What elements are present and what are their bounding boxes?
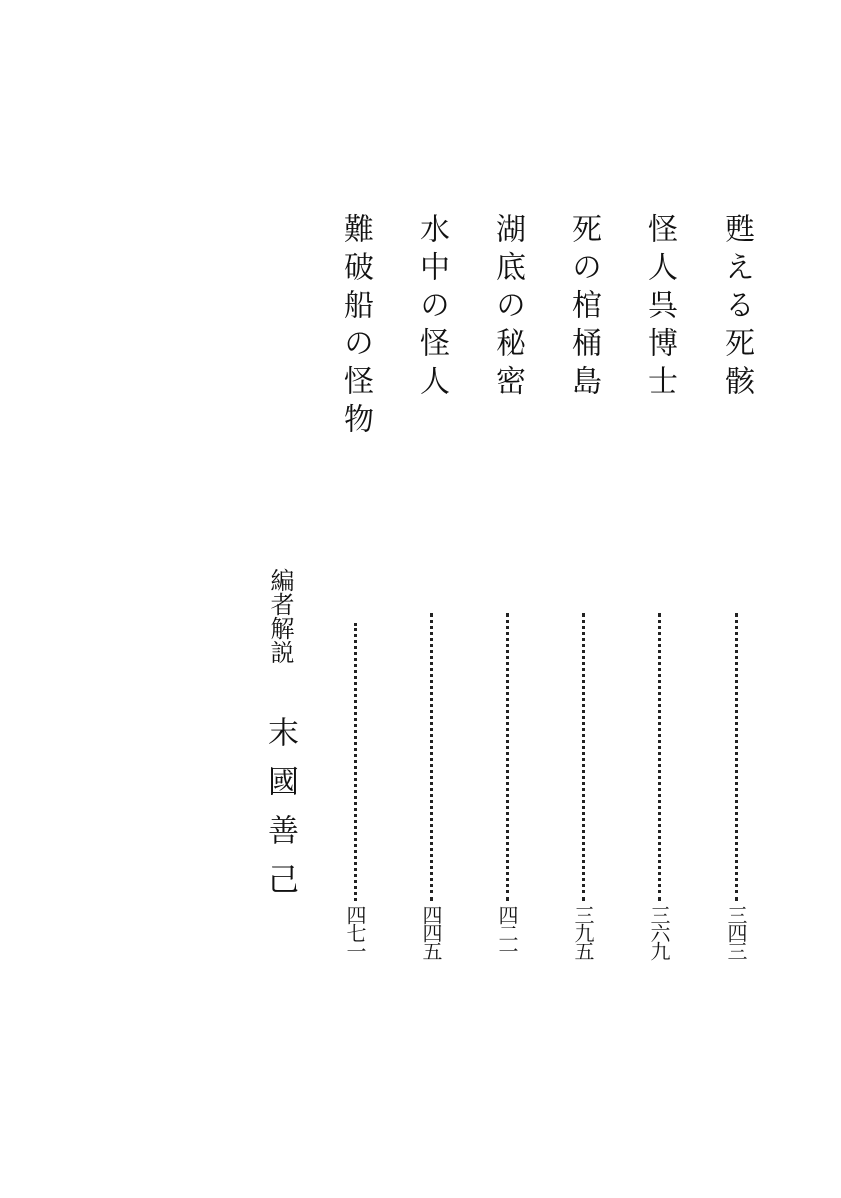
toc-entry-page-number: 四四五 <box>419 905 443 959</box>
toc-entry-6[interactable] <box>333 213 377 973</box>
toc-entry-3[interactable] <box>561 213 605 973</box>
dotted-leader <box>430 613 433 901</box>
toc-entry-title: 難破船の怪物 <box>338 213 373 441</box>
toc-entry-5[interactable] <box>409 213 453 973</box>
dotted-leader <box>735 613 738 901</box>
dotted-leader <box>354 623 357 901</box>
toc-entry-page-number: 三六九 <box>647 905 671 959</box>
dotted-leader <box>506 613 509 901</box>
dotted-leader <box>658 613 661 901</box>
commentary-label: 編者解説 <box>266 568 294 664</box>
toc-entry-page-number: 四七一 <box>343 905 367 959</box>
commentary-author: 末國善己 <box>262 716 298 912</box>
toc-entry-title: 湖底の秘密 <box>490 213 525 403</box>
toc-entry-title: 甦える死骸 <box>719 213 754 403</box>
toc-entry-page-number: 三九五 <box>571 905 595 959</box>
dotted-leader <box>582 613 585 901</box>
toc-entry-title: 水中の怪人 <box>414 213 449 403</box>
toc-entry-page-number: 四二一 <box>495 905 519 959</box>
toc-entry-title: 怪人呉博士 <box>642 213 677 403</box>
toc-entry-2[interactable] <box>637 213 681 973</box>
editor-commentary-entry[interactable] <box>258 568 302 928</box>
toc-entry-page-number: 三四三 <box>724 905 748 959</box>
toc-entry-4[interactable] <box>485 213 529 973</box>
toc-entry-title: 死の棺桶島 <box>566 213 601 403</box>
toc-entry-1[interactable] <box>714 213 758 973</box>
